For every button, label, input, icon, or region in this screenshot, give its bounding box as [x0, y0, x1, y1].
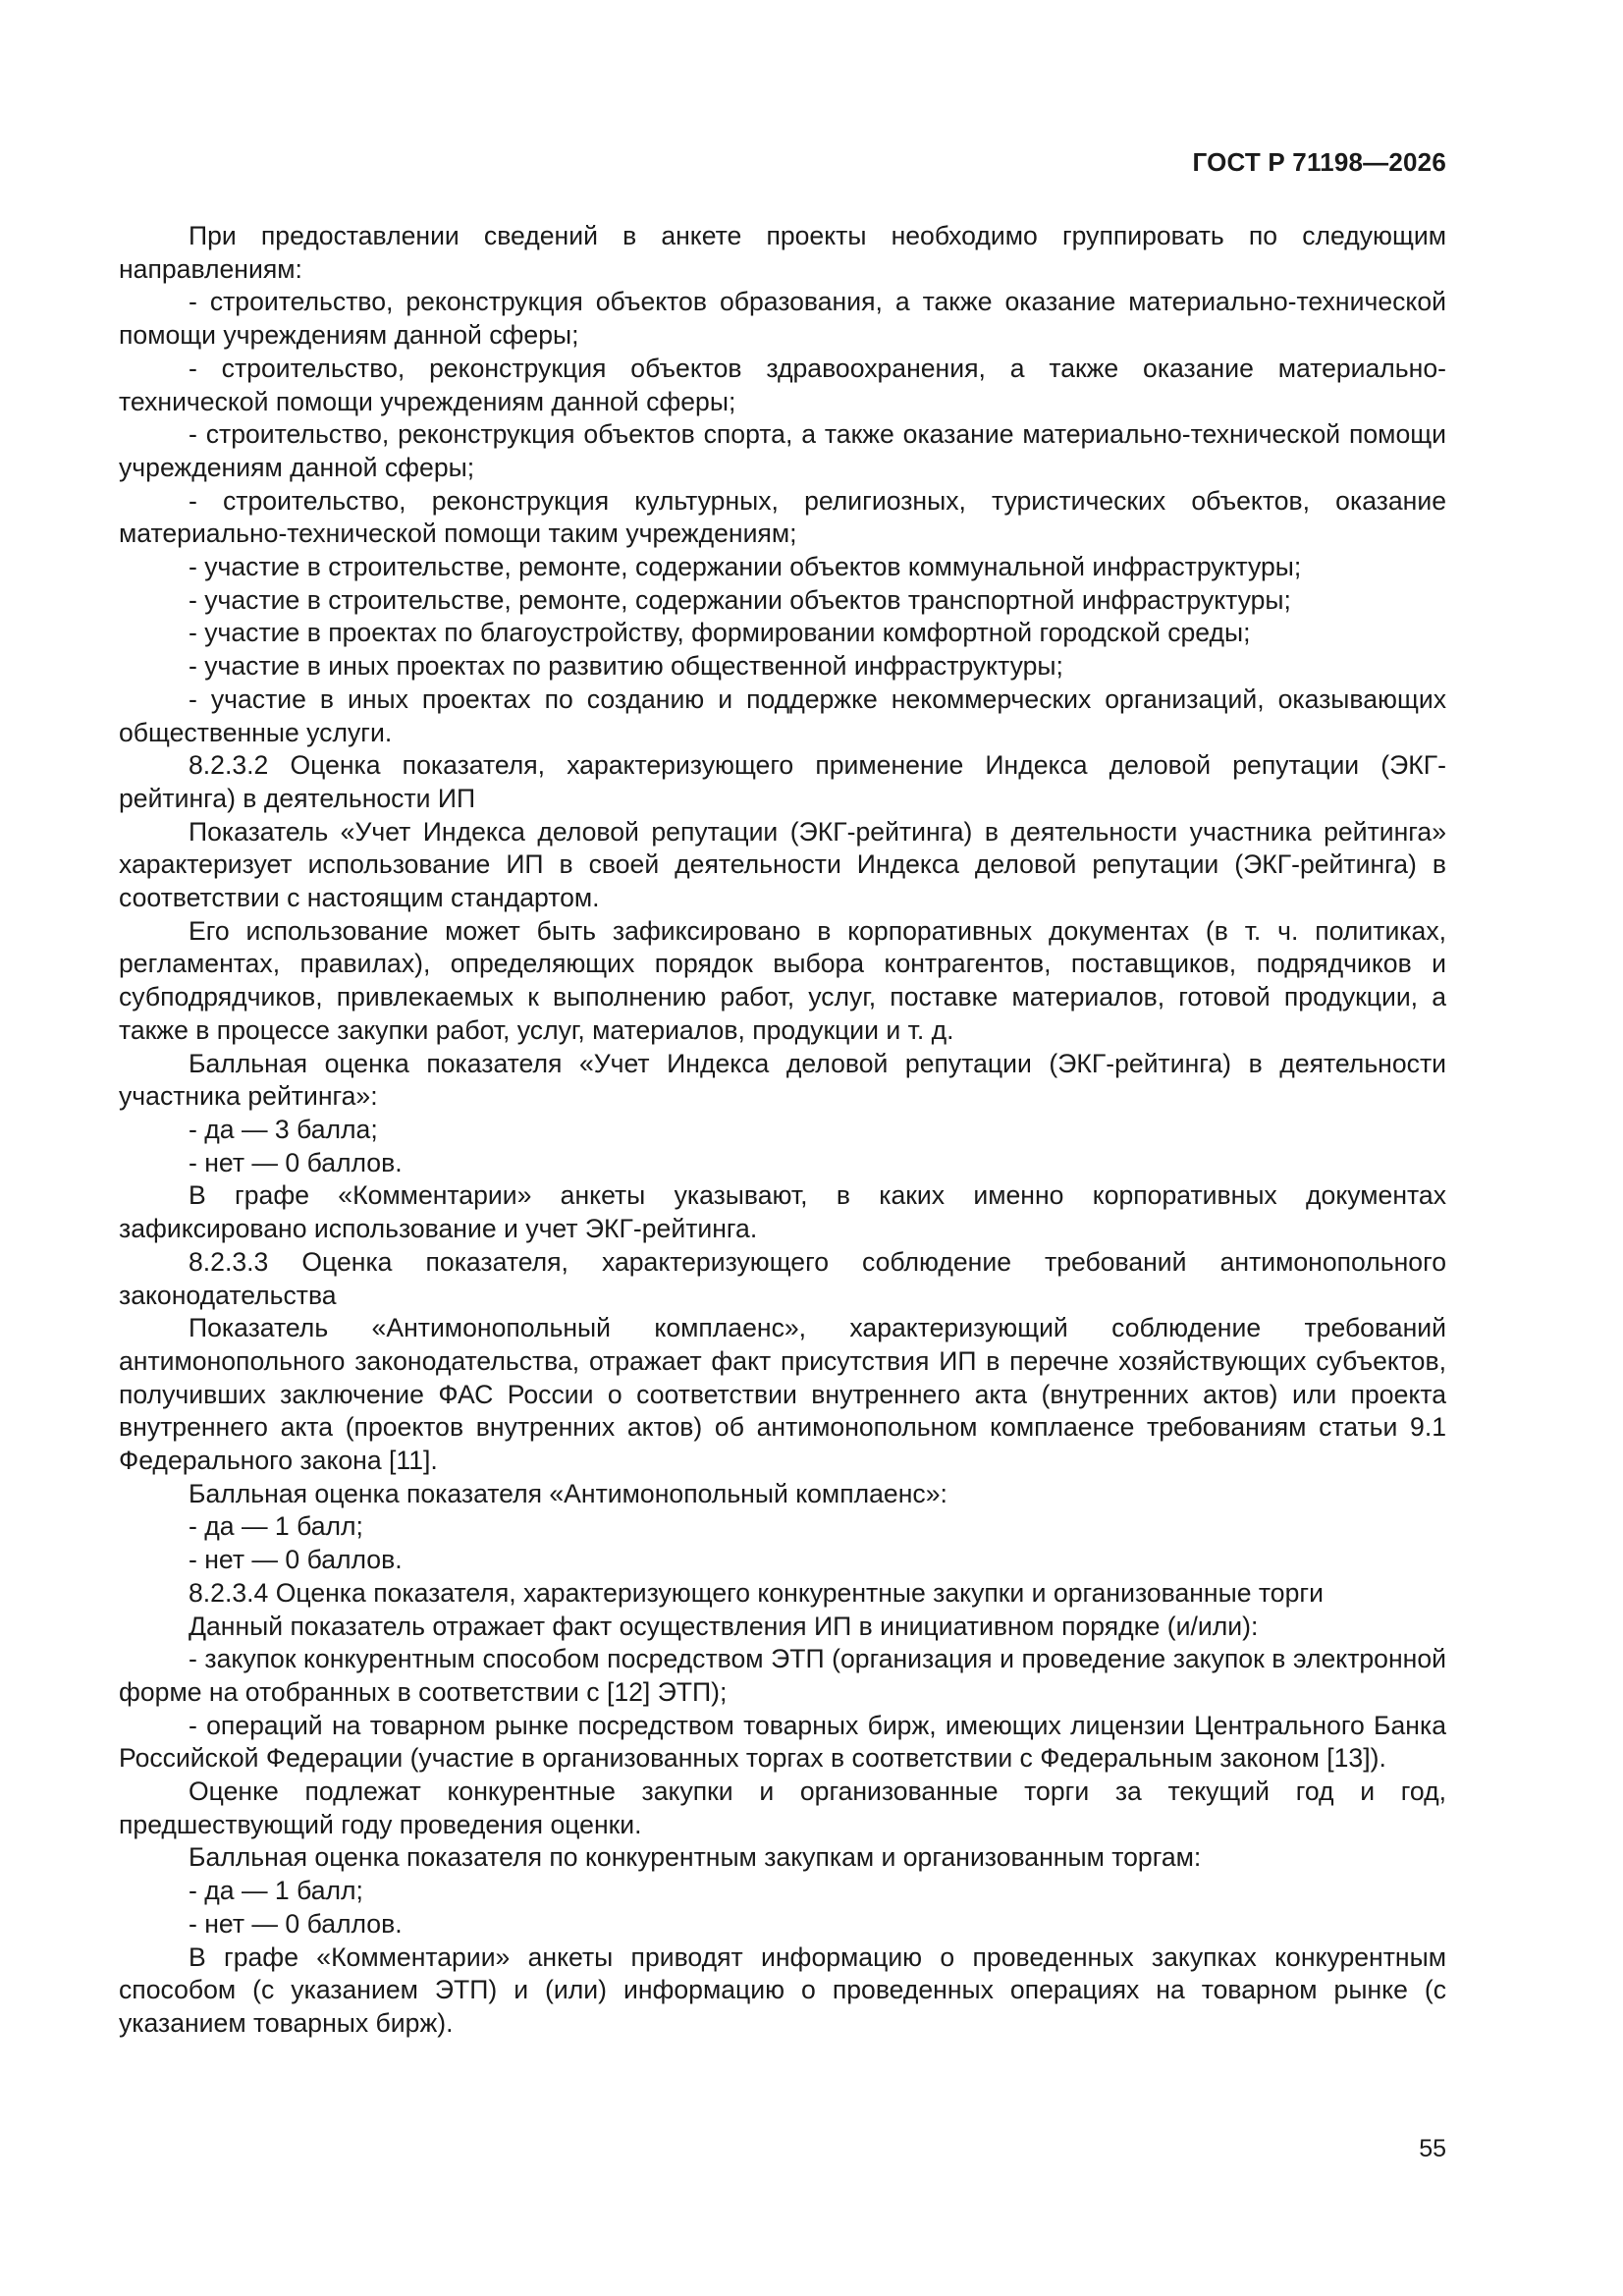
score-item-no: - нет — 0 баллов. [189, 1545, 403, 1575]
paragraph-procurement-scoring: Балльная оценка показателя по конкурентным закупкам и организованным торгам: [189, 1842, 1202, 1873]
paragraph-intro: При предоставлении сведений в анкете проекты необходимо группировать по следующим направлениям: [119, 221, 1446, 284]
list-item-commodity-exchange: - операций на товарном рынке посредством товарных бирж, имеющих лицензии Центрального Банка Российской Федерации (участие в организованных торгах в соответствии с Федеральным законом [13]). [119, 1710, 1446, 1774]
list-item-urban-environment: - участие в проектах по благоустройству, формировании комфортной городской среды; [189, 618, 1251, 648]
paragraph-procurement-period: Оценке подлежат конкурентные закупки и организованные торги за текущий год и год, предшествующий году проведения оценки. [119, 1777, 1446, 1839]
list-item-etp-procurement: - закупок конкурентным способом посредством ЭТП (организация и проведение закупок в электронной форме на отобранных в соответствии с [12] ЭТП); [119, 1644, 1446, 1707]
list-item-public-infrastructure: - участие в иных проектах по развитию общественной инфраструктуры; [189, 651, 1063, 682]
paragraph-ekg-scoring: Балльная оценка показателя «Учет Индекса деловой репутации (ЭКГ-рейтинга) в деятельности участника рейтинга»: [119, 1048, 1446, 1112]
paragraph-procurement-indicator: Данный показатель отражает факт осуществления ИП в инициативном порядке (и/или): [189, 1611, 1259, 1641]
document-body [119, 220, 1446, 2041]
page-number: 55 [1419, 2135, 1446, 2162]
section-heading-8-2-3-2: 8.2.3.2 Оценка показателя, характеризующего применение Индекса деловой репутации (ЭКГ-рейтинга) в деятельности ИП [119, 750, 1446, 813]
list-item-nonprofits: - участие в иных проектах по созданию и поддержке некоммерческих организаций, оказывающих общественные услуги. [119, 683, 1446, 747]
list-item-sport: - строительство, реконструкция объектов спорта, а также оказание материально-технической помощи учреждениям данной сферы; [119, 419, 1446, 482]
section-heading-8-2-3-4: 8.2.3.4 Оценка показателя, характеризующего конкурентные закупки и организованные торги [189, 1577, 1324, 1608]
section-heading-8-2-3-3: 8.2.3.3 Оценка показателя, характеризующего соблюдение требований антимонопольного законодательства [119, 1246, 1446, 1310]
paragraph-antimonopoly-scoring: Балльная оценка показателя «Антимонопольный комплаенс»: [189, 1478, 947, 1508]
paragraph-ekg-comments: В графе «Комментарии» анкеты указывают, в каких именно корпоративных документах зафиксировано использование и учет ЭКГ-рейтинга. [119, 1180, 1446, 1244]
document-standard-id: ГОСТ Р 71198—2026 [1192, 147, 1446, 177]
score-item-yes: - да — 1 балл; [189, 1511, 363, 1542]
paragraph-antimonopoly-indicator: Показатель «Антимонопольный комплаенс», характеризующий соблюдение требований антимонопольного законодательства, отражает факт присутствия ИП в перечне хозяйствующих субъектов, получивших заключение ФАС России о соответствии внутреннего акта (внутренних актов) или проекта внутреннего акта (проектов внутренних актов) об антимонопольном комплаенсе требованиям статьи 9.1 Федерального закона [11]. [119, 1313, 1446, 1476]
score-item-no: - нет — 0 баллов. [189, 1147, 403, 1177]
paragraph-procurement-comments: В графе «Комментарии» анкеты приводят информацию о проведенных закупках конкурентным способом (с указанием ЭТП) и (или) информацию о проведенных операциях на товарном рынке (с указанием товарных бирж). [119, 1941, 1446, 2038]
score-item-yes: - да — 3 балла; [189, 1114, 378, 1144]
list-item-healthcare: - строительство, реконструкция объектов здравоохранения, а также оказание материально-технической помощи учреждениям данной сферы; [119, 353, 1446, 416]
list-item-education: - строительство, реконструкция объектов образования, а также оказание материально-технической помощи учреждениям данной сферы; [119, 287, 1446, 351]
score-item-yes: - да — 1 балл; [189, 1876, 363, 1906]
paragraph-ekg-documents: Его использование может быть зафиксировано в корпоративных документах (в т. ч. политиках, регламентах, правилах), определяющих порядок выбора контрагентов, поставщиков, подрядчиков и субподрядчиков, привлекаемых к выполнению работ, услуг, поставке материалов, готовой продукции, а также в процессе закупки работ, услуг, материалов, продукции и т. д. [119, 915, 1446, 1045]
list-item-utilities: - участие в строительстве, ремонте, содержании объектов коммунальной инфраструктуры; [189, 552, 1302, 582]
list-item-culture: - строительство, реконструкция культурных, религиозных, туристических объектов, оказание материально-технической помощи таким учреждениям; [119, 485, 1446, 549]
paragraph-ekg-indicator: Показатель «Учет Индекса деловой репутации (ЭКГ-рейтинга) в деятельности участника рейтинга» характеризует использование ИП в своей деятельности Индекса деловой репутации (ЭКГ-рейтинга) в соответствии с настоящим стандартом. [119, 816, 1446, 913]
list-item-transport: - участие в строительстве, ремонте, содержании объектов транспортной инфраструктуры; [189, 584, 1291, 615]
score-item-no: - нет — 0 баллов. [189, 1908, 403, 1939]
